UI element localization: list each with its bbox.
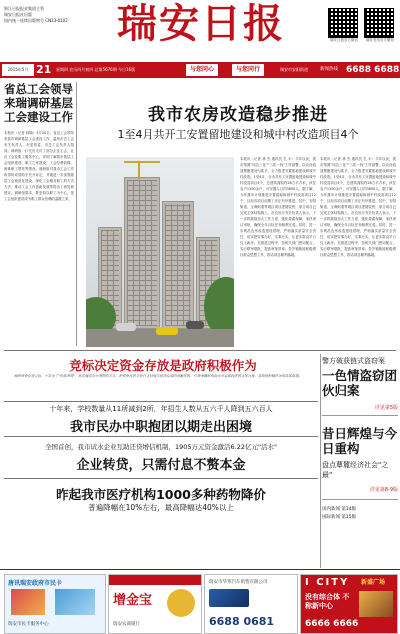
ad-title: 增金宝 (113, 593, 153, 608)
ad-banner (109, 575, 201, 585)
index-item[interactable]: 国内新闻 第14版 (322, 507, 357, 512)
ad-phone: 6688 0681 (209, 615, 275, 628)
crane-shape (138, 161, 140, 179)
ad-line: 瑞安市华邦汽车销售有限公司 (209, 580, 268, 585)
section4-headline[interactable]: 企业转贷，只需付息不赘本金 (76, 458, 246, 473)
page-ref[interactable]: 详见第8-9版 (369, 487, 398, 493)
slogan-badge: 与您同行 (232, 64, 264, 76)
right-headline-1[interactable]: 一色情盗窃团伙归案 (322, 368, 398, 398)
lead-subheadline: 1至4月共开工安置留地建设和城中村改造项目4个 (117, 128, 359, 141)
section-divider (4, 436, 318, 437)
section5-headline[interactable]: 昨起我市医疗机构1000多种药物降价 (56, 487, 266, 502)
publisher-line: 浙江日报报业集团主管 (4, 6, 44, 11)
coin-icon (167, 589, 195, 617)
hotline-label: 新闻热线 (320, 67, 338, 72)
left-story-body: 本报讯（记者 林晓）5月20日，省总工会领导来我市调研基层工会建设工作，温州市总工会有关负责人，市委常委、市总工会负责人陪同。调研组一行先后走访了部分企业工会、社区工会及职工服务中心，详细了解我市基层工会组织建设、职工之家建设、工会经费收缴、困难职工帮扶等情况。调研组对我市工会工作取得的成绩给予充分肯定，并就进一步加强基层工会规范化建设、深化工会服务职工的方式方法、推动工会工作创新发展等提出了意见和建议。调研组要求，要坚持以职工为中心，把工会组织建设成为职工群众信赖的温暖之家。 (4, 131, 74, 201)
ad-phone: 6666 6666 (305, 619, 359, 629)
publisher-line: 瑞安日报社出版 (4, 12, 32, 17)
section4-kicker: 全国首创，我市试水企业互助还贷增信机制，1905万元资金激活6.22亿元"活水" (45, 443, 277, 451)
section2-headline[interactable]: 竞标决定资金存放是政府积极作为 (69, 358, 257, 373)
qr-label: 瑞安日报官方微信 (330, 38, 358, 42)
lead-photo (86, 157, 234, 347)
section5-subheadline: 普遍降幅在10%左右，最高降幅达40%以上 (88, 503, 234, 512)
car-shape (186, 321, 204, 329)
lead-headline[interactable]: 我市农房改造稳步推进 (148, 105, 328, 125)
address: 瑞安市安阳街道 (280, 67, 308, 72)
qr-block-wechat (328, 8, 360, 43)
ad-image (55, 589, 95, 615)
car-shape (156, 327, 178, 335)
ad-auto[interactable] (204, 574, 298, 634)
qr-code-icon (364, 8, 394, 38)
masthead-logo: 瑞安日报 (117, 0, 285, 47)
crane-shape (124, 161, 160, 163)
issue-day: 21 (36, 63, 52, 76)
ad-title: I CITY (305, 577, 350, 588)
hotline-number: 6688 6688 (346, 65, 400, 75)
ad-citizen-card[interactable] (4, 574, 106, 634)
index-list (322, 506, 398, 522)
page-ref[interactable]: 详见第5版 (374, 405, 398, 411)
column-divider (76, 82, 77, 346)
ad-logo (209, 589, 249, 607)
section3-headline[interactable]: 我市民办中职抱团以期走出困境 (69, 420, 252, 435)
ad-divider (0, 569, 400, 570)
lead-body-col2: 本报讯（记者 林 杰 通讯员 孔 宇）今年以来，我市按照"四边三化""三改一拆"工作部署，以农房改造集聚建设为抓手，全力推进安置留地建设和城中村改造。1至4月，全市共开工安置留地建设和城中村改造项目4个，总建筑面积约28万平方米，涉及农户1100余户，可安置人口约3800人。据了解，今年我市计划推进安置留地和城中村改造项目12个，目前各项目前期工作正有序推进。其中，安阳街道、玉海街道等城区项目进展较快，部分项目已完成主体结构施工。市农房办有关负责人表示，下一步将继续加大工作力度，强化要素保障，加快项目审批，确保全年目标任务顺利完成。同时，进一步规范农房改造建设管理，严格落实质量安全责任，切实把好事办好、实事办实，让更多群众早日住上新房。在推进过程中，各相关部门密切配合，实行联审联批，提高审批效率；各乡镇街道积极做好群众思想工作，推动项目顺利落地。 (320, 157, 396, 257)
left-column-story (4, 82, 74, 380)
ad-title: 唐讯瑞安政府市民卡 (8, 580, 63, 587)
car-shape (116, 323, 136, 331)
index-item[interactable]: 国际新闻 第15版 (322, 515, 357, 520)
section3-kicker: 十年来，学校数量从11所减到2所，年招生人数从五六千人降到五六百人 (49, 405, 273, 413)
right-headline-2[interactable]: 昔日辉煌与今日重构 (322, 426, 398, 456)
issn-line: 国内统一连续出版物号 CN33-0102 (4, 18, 68, 23)
masthead-info (4, 6, 92, 24)
section-divider (4, 350, 396, 351)
ad-line: 瑞安市民卡服务中心 (8, 622, 49, 627)
ad-image (359, 591, 393, 617)
lead-body-col1: 本报讯（记者 林 杰 通讯员 孔 宇）今年以来，我市按照"四边三化""三改一拆"工作部署，以农房改造集聚建设为抓手，全力推进安置留地建设和城中村改造。1至4月，全市共开工安置留地建设和城中村改造项目4个，总建筑面积约28万平方米，涉及农户1100余户，可安置人口约3800人。据了解，今年我市计划推进安置留地和城中村改造项目12个，目前各项目前期工作正有序推进。其中，安阳街道、玉海街道等城区项目进展较快，部分项目已完成主体结构施工。市农房办有关负责人表示，下一步将继续加大工作力度，强化要素保障，加快项目审批，确保全年目标任务顺利完成。同时，进一步规范农房改造建设管理，严格落实质量安全责任，切实把好事办好、实事办实，让更多群众早日住上新房。在推进过程中，各相关部门密切配合，实行联审联批，提高审批效率；各乡镇街道积极做好群众思想工作，推动项目顺利落地。 (240, 157, 316, 257)
ad-slogan: 没有综合体 不称新中心 (305, 593, 350, 610)
right-column (322, 356, 398, 522)
ad-image (11, 589, 45, 615)
right-subheadline-2: 盘点蕈麓经济社会"之最" (322, 461, 389, 479)
ad-icity[interactable] (300, 574, 398, 634)
qr-label: 瑞安发布官方微信 (366, 38, 394, 42)
building-shape (124, 177, 160, 329)
issue-month: 2015年5月 (2, 64, 34, 76)
slogan-badge: 与您同心 (186, 64, 218, 76)
building-shape (162, 201, 194, 329)
ad-bank[interactable] (108, 574, 202, 634)
section-divider (4, 478, 318, 479)
right-divider (322, 499, 398, 500)
ad-tag: 新盛广场 (361, 579, 386, 586)
section2-desc: 财政资金存放竞标，不是为了"价高者得"，而是通过公开透明的方式，把资金存放与银行支持地方经济发展的贡献挂钩，引导金融机构加大对实体经济的支持力度，是政府积极作为的具体体现。 (14, 374, 302, 378)
right-kicker: 警方破获链式盗窃案 (322, 357, 385, 365)
section-divider (4, 401, 318, 402)
qr-code-icon (328, 8, 358, 38)
ad-line: 瑞安农商银行 (113, 622, 140, 627)
issue-details: 星期四 农历四月初四 总第5676期 今日16版 (56, 67, 136, 72)
qr-block-publish (364, 8, 396, 43)
right-divider (322, 415, 398, 416)
left-story-title[interactable]: 省总工会领导来瑞调研基层工会建设工作 (4, 82, 73, 124)
column-divider (320, 354, 321, 568)
